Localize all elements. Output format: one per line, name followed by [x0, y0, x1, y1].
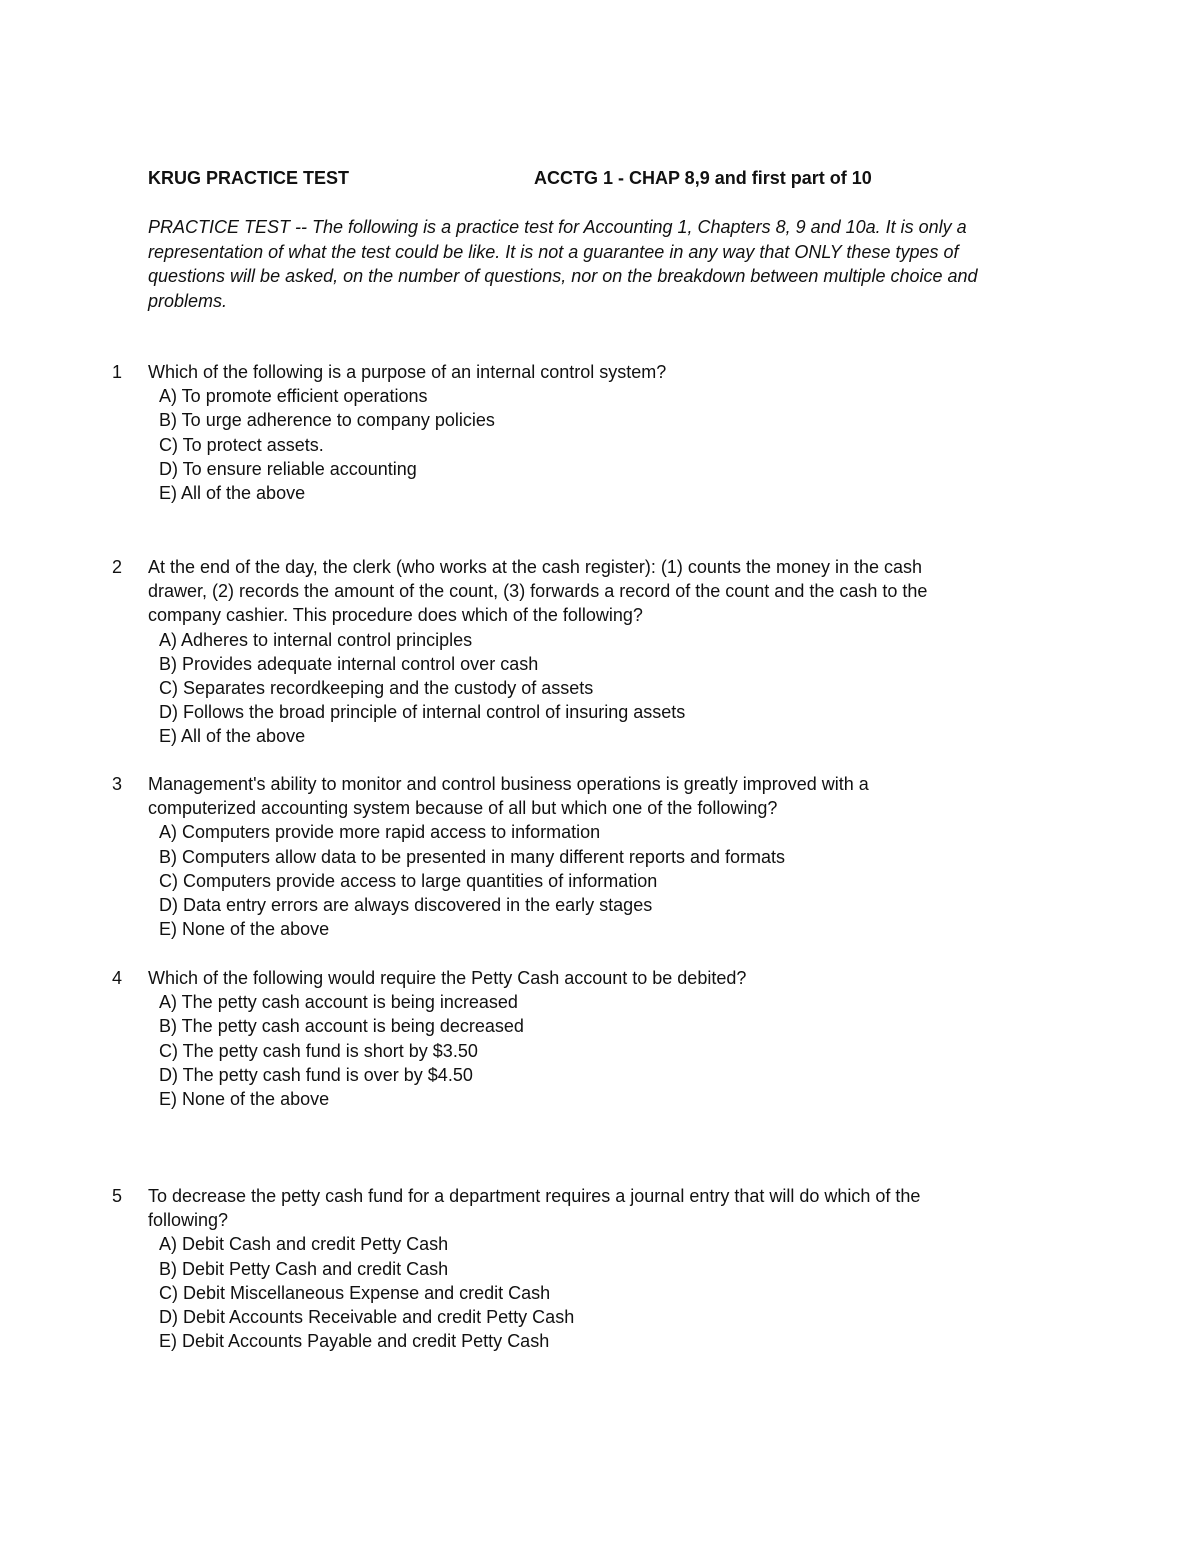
question-number: 3 — [112, 774, 123, 794]
question-number: 2 — [112, 557, 123, 577]
option-c: C) To protect assets. — [159, 434, 324, 455]
question-1 — [112, 360, 972, 505]
course-title: ACCTG 1 - CHAP 8,9 and first part of 10 — [534, 168, 872, 188]
question-3 — [112, 772, 972, 941]
question-number: 4 — [112, 968, 123, 988]
intro-paragraph: PRACTICE TEST -- The following is a practice test for Accounting 1, Chapters 8, 9 and 10a. It is only a representation of what the test could be like. It is not a guarantee in any way that ONLY these types of questions will be asked, on the number of questions, nor on the breakdown between multiple choice and problems. — [148, 217, 978, 311]
option-b: B) The petty cash account is being decreased — [159, 1016, 524, 1037]
option-e: E) None of the above — [159, 919, 330, 940]
option-b: B) Debit Petty Cash and credit Cash — [159, 1258, 449, 1279]
answer-options — [148, 628, 972, 749]
option-a: A) To promote efficient operations — [159, 386, 428, 407]
question-4 — [112, 966, 972, 1111]
option-d: D) Debit Accounts Receivable and credit Petty Cash — [159, 1307, 575, 1328]
question-text: At the end of the day, the clerk (who works at the cash register): (1) counts the money in the cash drawer, (2) records the amount of the count, (3) forwards a record of the count and the cash to the company cashier. This procedure does which of the following? — [148, 557, 928, 626]
question-5 — [112, 1184, 972, 1353]
option-a: A) Adheres to internal control principles — [159, 629, 473, 650]
answer-options — [148, 820, 972, 941]
option-c: C) Debit Miscellaneous Expense and credit Cash — [159, 1282, 551, 1303]
question-text: Which of the following would require the Petty Cash account to be debited? — [148, 968, 747, 988]
question-text: To decrease the petty cash fund for a department requires a journal entry that will do which of the following? — [148, 1186, 921, 1231]
option-b: B) To urge adherence to company policies — [159, 410, 495, 431]
option-a: A) The petty cash account is being increased — [159, 992, 518, 1013]
question-text: Which of the following is a purpose of an internal control system? — [148, 362, 667, 382]
option-c: C) Separates recordkeeping and the custody of assets — [159, 678, 594, 699]
option-a: A) Computers provide more rapid access to information — [159, 822, 601, 843]
option-c: C) Computers provide access to large quantities of information — [159, 870, 658, 891]
option-e: E) All of the above — [159, 726, 306, 747]
option-a: A) Debit Cash and credit Petty Cash — [159, 1234, 449, 1255]
option-d: D) The petty cash fund is over by $4.50 — [159, 1064, 473, 1085]
question-number: 5 — [112, 1186, 123, 1206]
option-b: B) Computers allow data to be presented in many different reports and formats — [159, 846, 785, 867]
option-d: D) To ensure reliable accounting — [159, 458, 417, 479]
option-e: E) Debit Accounts Payable and credit Petty Cash — [159, 1331, 550, 1352]
option-b: B) Provides adequate internal control over cash — [159, 653, 539, 674]
option-c: C) The petty cash fund is short by $3.50 — [159, 1040, 478, 1061]
question-2 — [112, 555, 972, 749]
answer-options — [148, 1232, 972, 1353]
option-d: D) Data entry errors are always discovered in the early stages — [159, 895, 653, 916]
question-number: 1 — [112, 362, 123, 382]
option-e: E) All of the above — [159, 483, 306, 504]
test-title: KRUG PRACTICE TEST — [148, 168, 350, 188]
option-d: D) Follows the broad principle of internal control of insuring assets — [159, 702, 686, 723]
option-e: E) None of the above — [159, 1089, 330, 1110]
answer-options — [148, 990, 972, 1111]
answer-options — [148, 384, 972, 505]
question-text: Management's ability to monitor and control business operations is greatly improved with a computerized accounting system because of all but which one of the following? — [148, 774, 869, 819]
